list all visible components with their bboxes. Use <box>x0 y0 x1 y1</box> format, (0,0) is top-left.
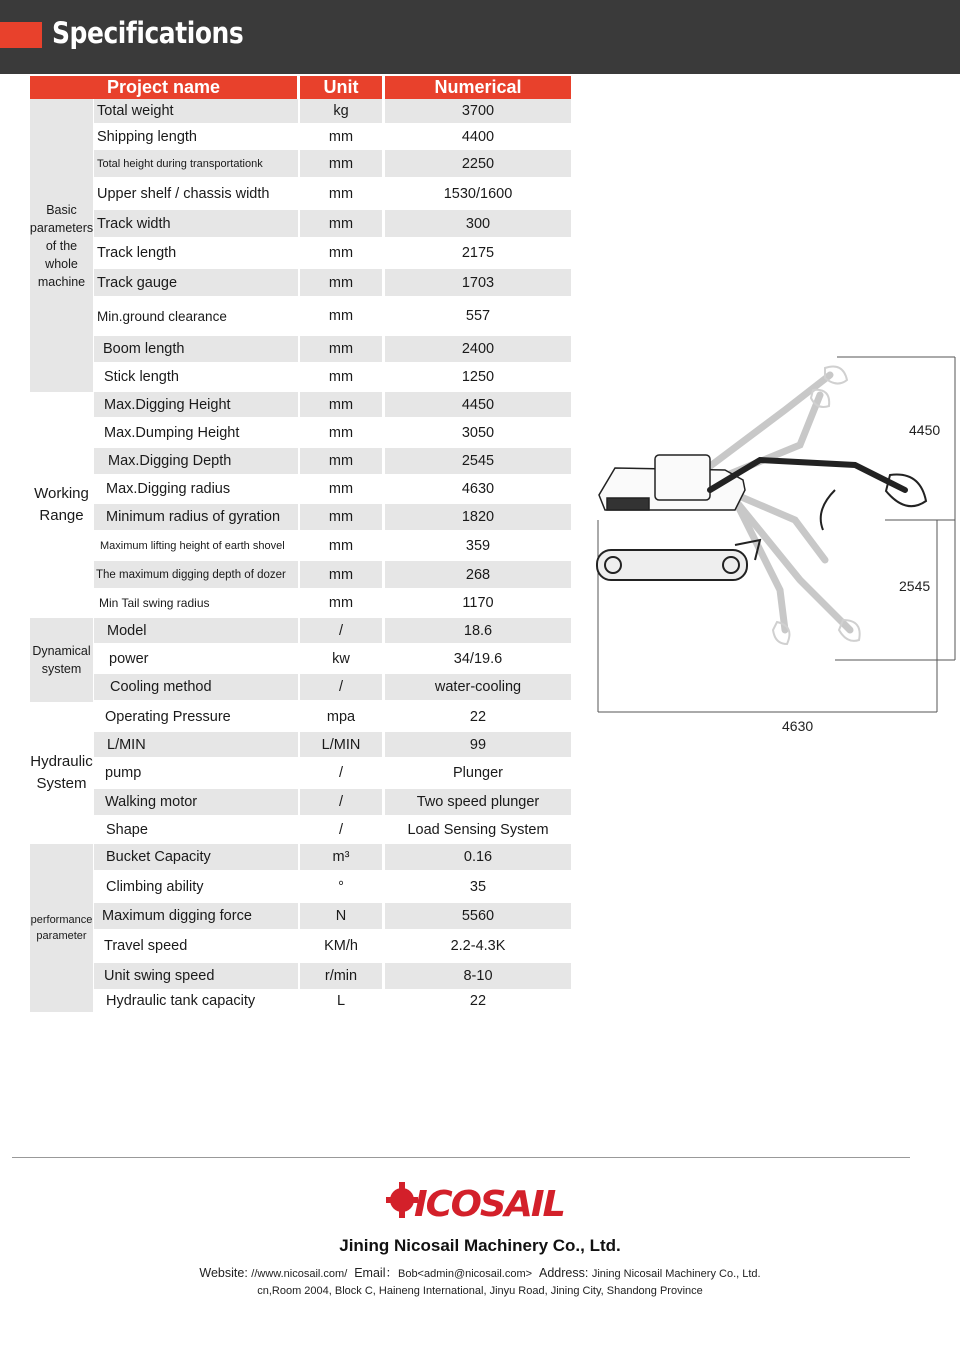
row-name: Unit swing speed <box>94 963 298 989</box>
row-unit: / <box>300 674 382 700</box>
table-row <box>94 530 571 561</box>
row-unit: L <box>336 992 346 1009</box>
row-value: 1530/1600 <box>443 185 513 202</box>
row-value: 3700 <box>385 99 571 123</box>
row-name: Upper shelf / chassis width <box>97 185 270 202</box>
table-row <box>94 210 571 237</box>
excavator-bucket <box>821 475 926 530</box>
row-name: Max.Digging radius <box>106 481 231 497</box>
row-unit: mm <box>328 481 354 497</box>
row-unit: / <box>300 618 382 643</box>
row-name: Track gauge <box>94 269 298 296</box>
table-row <box>94 929 571 963</box>
row-unit: mm <box>300 336 382 362</box>
row-unit: mm <box>328 308 354 324</box>
table-row <box>94 844 571 870</box>
table-row <box>94 448 571 474</box>
page-title: Specifications <box>52 16 244 50</box>
table-row <box>94 392 571 417</box>
row-value: 5560 <box>385 903 571 929</box>
row-value: 8-10 <box>385 963 571 989</box>
row-name: Minimum radius of gyration <box>94 504 298 530</box>
row-value: water-cooling <box>385 674 571 700</box>
website-label: Website: <box>199 1266 248 1280</box>
column-header-unit: Unit <box>300 76 382 99</box>
row-name: Min.ground clearance <box>97 308 227 324</box>
row-value: 1250 <box>461 369 495 385</box>
row-name: Total weight <box>94 99 298 123</box>
table-row <box>94 474 571 504</box>
row-value: 1170 <box>462 595 494 611</box>
row-unit: mm <box>328 128 354 145</box>
row-unit: N <box>300 903 382 929</box>
row-name: Boom length <box>94 336 298 362</box>
row-name: Travel speed <box>104 938 188 954</box>
table-row <box>94 702 571 732</box>
row-value: 22 <box>469 709 487 725</box>
row-value: 359 <box>465 537 491 554</box>
table-row <box>94 150 571 177</box>
row-value: 1703 <box>385 269 571 296</box>
category-line: whole <box>45 256 78 271</box>
table-row <box>94 561 571 588</box>
table-row <box>94 417 571 448</box>
row-name: Track width <box>94 210 298 237</box>
table-row <box>94 336 571 362</box>
row-unit: mm <box>300 392 382 417</box>
table-row <box>94 815 571 844</box>
category-line: Range <box>39 507 84 524</box>
row-value: 18.6 <box>385 618 571 643</box>
row-value: Plunger <box>453 765 503 781</box>
table-row <box>94 618 571 643</box>
row-name: Max.Dumping Height <box>104 424 240 441</box>
row-unit: mm <box>328 369 354 385</box>
column-header-project: Project name <box>30 76 297 99</box>
category-line: parameter <box>36 930 87 942</box>
row-value: 4630 <box>461 481 495 497</box>
table-row <box>94 757 571 789</box>
row-unit: / <box>338 765 344 781</box>
row-name: Track length <box>97 245 177 261</box>
row-unit: mm <box>328 537 354 554</box>
table-row <box>94 674 571 700</box>
category-performance <box>30 844 93 1012</box>
row-value: 34/19.6 <box>453 650 503 667</box>
row-unit: r/min <box>300 963 382 989</box>
header-accent <box>0 22 42 48</box>
row-value: Load Sensing System <box>407 821 549 838</box>
row-unit: mm <box>300 561 382 588</box>
table-row <box>94 99 571 123</box>
table-row <box>94 269 571 296</box>
row-value: 2175 <box>461 245 495 261</box>
row-unit: mm <box>300 269 382 296</box>
row-unit: m³ <box>300 844 382 870</box>
excavator-track <box>597 540 760 580</box>
row-name: Climbing ability <box>106 878 204 895</box>
row-name: Maximum digging force <box>94 903 298 929</box>
table-row <box>94 123 571 150</box>
row-value: 35 <box>469 878 487 895</box>
row-name: power <box>109 650 149 667</box>
table-row <box>94 296 571 336</box>
category-line: performance <box>30 914 93 926</box>
row-value: 2400 <box>385 336 571 362</box>
row-value: 300 <box>385 210 571 237</box>
table-row <box>94 362 571 392</box>
row-unit: mm <box>300 504 382 530</box>
row-unit: ° <box>338 878 344 895</box>
row-value: 0.16 <box>385 844 571 870</box>
category-line: of the <box>45 238 78 253</box>
row-unit: kg <box>300 99 382 123</box>
table-row <box>94 177 571 210</box>
dimension-depth-label: 2545 <box>899 578 931 594</box>
column-header-numerical: Numerical <box>385 76 571 99</box>
table-row <box>94 504 571 530</box>
email-label: Email： <box>354 1266 398 1280</box>
row-value: 557 <box>465 308 491 324</box>
row-name: pump <box>105 765 142 781</box>
table-row <box>94 870 571 903</box>
address-label: Address: <box>539 1266 589 1280</box>
row-unit: mm <box>300 150 382 177</box>
row-name: Walking motor <box>94 789 298 815</box>
row-unit: / <box>300 789 382 815</box>
row-value: 2545 <box>385 448 571 474</box>
row-unit: mpa <box>326 709 356 725</box>
row-value: 99 <box>385 732 571 757</box>
row-unit: mm <box>300 210 382 237</box>
table-row <box>94 963 571 989</box>
row-unit: L/MIN <box>300 732 382 757</box>
row-name: L/MIN <box>94 732 298 757</box>
category-working <box>30 392 93 618</box>
row-value: 2.2-4.3K <box>450 938 506 954</box>
row-name: Shape <box>106 821 148 838</box>
website-link[interactable]: //www.nicosail.com/ <box>251 1268 348 1280</box>
category-dynamical <box>30 618 93 702</box>
row-name: Cooling method <box>94 674 298 700</box>
row-unit: KM/h <box>324 938 358 954</box>
category-hydraulic <box>30 702 93 844</box>
table-row <box>94 643 571 674</box>
row-name: Min Tail swing radius <box>99 596 210 610</box>
category-line: machine <box>37 274 86 289</box>
row-value: 2250 <box>385 150 571 177</box>
table-row <box>94 789 571 815</box>
category-line: Working <box>34 485 89 502</box>
row-name: The maximum digging depth of dozer <box>94 561 298 588</box>
contact-line <box>0 1263 960 1281</box>
address-line-1: Jining Nicosail Machinery Co., Ltd. <box>591 1268 761 1280</box>
row-value: 3050 <box>461 424 495 441</box>
row-value: 4400 <box>461 128 495 145</box>
category-line: parameters <box>29 220 94 235</box>
row-unit: mm <box>328 185 354 202</box>
category-line: Basic <box>46 202 77 217</box>
address-line-2: cn,Room 2004, Block C, Haineng International, Jinyu Road, Jining City, Shandong Province <box>257 1285 703 1297</box>
row-name: Max.Digging Depth <box>94 448 298 474</box>
row-value: 1820 <box>385 504 571 530</box>
row-value: Two speed plunger <box>385 789 571 815</box>
table-row <box>94 903 571 929</box>
table-row <box>94 732 571 757</box>
company-name: Jining Nicosail Machinery Co., Ltd. <box>339 1236 621 1255</box>
table-row <box>94 989 571 1012</box>
row-name: Operating Pressure <box>105 709 231 725</box>
row-name: Bucket Capacity <box>94 844 298 870</box>
svg-text:ICOSAIL: ICOSAIL <box>414 1184 565 1224</box>
row-unit: mm <box>328 245 354 261</box>
excavator-working-range-diagram <box>585 350 960 740</box>
row-value: 22 <box>469 992 487 1009</box>
row-name: Max.Digging Height <box>94 392 298 417</box>
row-name: Hydraulic tank capacity <box>106 992 256 1009</box>
footer-divider <box>12 1157 910 1158</box>
row-unit: / <box>338 821 344 838</box>
nicosail-logo <box>386 1180 566 1224</box>
email-link[interactable]: Bob<admin@nicosail.com> <box>397 1268 533 1280</box>
dimension-height-label: 4450 <box>909 422 941 438</box>
category-basic <box>30 99 93 392</box>
row-name: Shipping length <box>97 128 197 145</box>
table-row <box>94 237 571 269</box>
row-unit: mm <box>328 424 354 441</box>
category-line: system <box>41 662 82 676</box>
dimension-radius-label: 4630 <box>782 718 814 734</box>
row-name: Maximum lifting height of earth shovel <box>100 539 285 552</box>
row-name: Total height during transportationk <box>94 150 298 177</box>
row-unit: kw <box>332 650 350 667</box>
row-value: 268 <box>385 561 571 588</box>
row-name: Stick length <box>104 369 179 385</box>
category-line: System <box>36 775 87 792</box>
row-unit: mm <box>328 595 354 611</box>
row-name: Model <box>94 618 298 643</box>
category-line: Hydraulic <box>30 753 93 770</box>
category-line: Dynamical <box>32 644 91 658</box>
table-row <box>94 588 571 618</box>
row-unit: mm <box>300 448 382 474</box>
row-value: 4450 <box>385 392 571 417</box>
